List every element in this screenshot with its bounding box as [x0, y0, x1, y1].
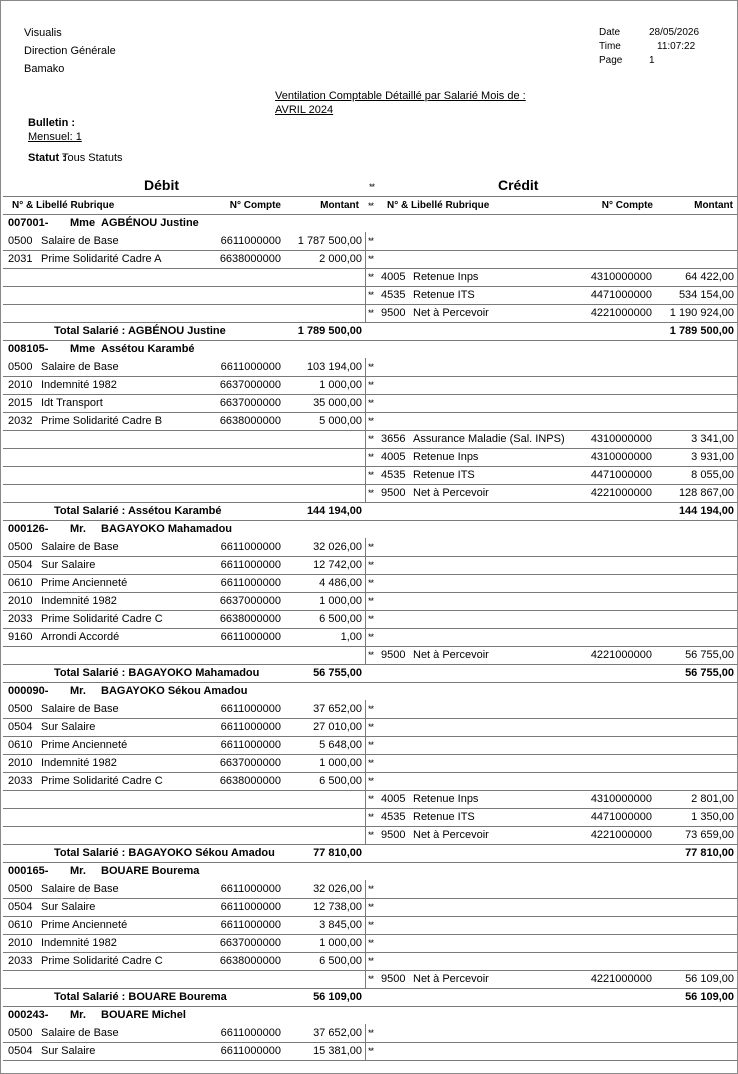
- employee-total-label: Total Salarié : BAGAYOKO Sékou Amadou: [54, 847, 275, 859]
- debit-rubrique-label: Prime Solidarité Cadre C: [41, 613, 163, 625]
- column-divider: [365, 898, 366, 916]
- row-stars: **: [368, 596, 374, 606]
- debit-amount: 1 000,00: [319, 757, 362, 769]
- column-divider: [365, 880, 366, 898]
- employee-civility: Mr.: [70, 523, 86, 535]
- statut-value: Tous Statuts: [62, 152, 123, 164]
- credit-montant-header: Montant: [694, 200, 733, 211]
- bulletin-label: Bulletin :: [28, 117, 76, 129]
- row-stars: **: [368, 578, 374, 588]
- debit-montant-header: Montant: [320, 200, 359, 211]
- employee-total-debit: 56 755,00: [313, 667, 362, 679]
- debit-account-number: 6638000000: [219, 613, 281, 625]
- credit-compte-header: N° Compte: [601, 200, 653, 211]
- debit-account-number: 6611000000: [220, 559, 281, 571]
- debit-rubrique-label: Prime Ancienneté: [41, 739, 128, 751]
- debit-rubrique-code: 0504: [8, 901, 33, 913]
- column-divider: [365, 412, 366, 430]
- employee-code: 000165-: [8, 865, 49, 877]
- credit-amount: 1 190 924,00: [669, 307, 734, 319]
- debit-rubrique-code: 2033: [8, 775, 33, 787]
- debit-account-number: 6638000000: [219, 955, 281, 967]
- employee-name: BAGAYOKO Mahamadou: [101, 523, 233, 535]
- debit-rubrique-label: Sur Salaire: [41, 559, 96, 571]
- row-stars: **: [368, 722, 374, 732]
- debit-amount: 103 194,00: [306, 361, 362, 373]
- debit-amount: 5 648,00: [319, 739, 362, 751]
- row-stars: **: [368, 704, 374, 714]
- debit-compte-header: N° Compte: [229, 200, 281, 211]
- employee-code: 000243-: [8, 1009, 49, 1021]
- debit-rubrique-code: 0610: [8, 577, 33, 589]
- column-divider: [365, 790, 366, 808]
- debit-account-number: 6637000000: [219, 397, 281, 409]
- debit-rubrique-label: Prime Solidarité Cadre C: [41, 775, 163, 787]
- debit-rubrique-code: 0610: [8, 919, 33, 931]
- employee-name: AGBÉNOU Justine: [101, 217, 199, 229]
- debit-row-divider: [3, 1060, 737, 1061]
- credit-account-number: 4310000000: [590, 793, 652, 805]
- debit-amount: 1 000,00: [319, 595, 362, 607]
- credit-rubrique-label: Retenue Inps: [413, 793, 479, 805]
- row-stars: **: [368, 470, 374, 480]
- column-divider: [365, 808, 366, 826]
- debit-amount: 37 652,00: [313, 703, 362, 715]
- column-divider: [365, 1024, 366, 1042]
- debit-amount: 15 381,00: [313, 1045, 362, 1057]
- column-divider: [365, 736, 366, 754]
- employee-code: 007001-: [8, 217, 49, 229]
- credit-rubrique-label: Retenue ITS: [413, 289, 475, 301]
- column-divider: [365, 286, 366, 304]
- debit-rubrique-label: Salaire de Base: [41, 235, 119, 247]
- debit-rubrique-code: 2010: [8, 757, 33, 769]
- row-stars: **: [368, 974, 374, 984]
- employee-name: BOUARE Bourema: [101, 865, 200, 877]
- bulletin-value: Mensuel: 1: [28, 131, 82, 143]
- debit-account-number: 6637000000: [219, 937, 281, 949]
- debit-amount: 1,00: [340, 631, 362, 643]
- row-stars: **: [368, 632, 374, 642]
- company-name: Visualis: [24, 27, 62, 39]
- column-divider: [365, 628, 366, 646]
- city-name: Bamako: [24, 63, 65, 75]
- row-stars: **: [368, 650, 374, 660]
- row-stars: **: [368, 434, 374, 444]
- row-stars: **: [368, 452, 374, 462]
- credit-rubrique-label: Net à Percevoir: [413, 307, 489, 319]
- credit-account-number: 4310000000: [590, 451, 652, 463]
- credit-account-number: 4221000000: [590, 487, 652, 499]
- employee-total-debit: 1 789 500,00: [297, 325, 362, 337]
- debit-account-number: 6611000000: [220, 1027, 281, 1039]
- employee-civility: Mr.: [70, 1009, 86, 1021]
- column-divider: [365, 394, 366, 412]
- credit-amount: 73 659,00: [685, 829, 734, 841]
- debit-rubrique-label: Indemnité 1982: [41, 937, 117, 949]
- debit-rubrique-code: 2033: [8, 613, 33, 625]
- credit-rubrique-header: N° & Libellé Rubrique: [387, 200, 490, 211]
- employee-total-label: Total Salarié : BOUARE Bourema: [54, 991, 227, 1003]
- row-stars: **: [368, 794, 374, 804]
- row-stars: **: [368, 290, 374, 300]
- column-divider: [365, 700, 366, 718]
- credit-amount: 534 154,00: [678, 289, 734, 301]
- row-stars: **: [368, 614, 374, 624]
- column-divider: [365, 250, 366, 268]
- debit-rubrique-code: 2015: [8, 397, 33, 409]
- date-label: Date: [599, 27, 621, 38]
- column-divider: [365, 934, 366, 952]
- debit-account-number: 6611000000: [220, 577, 281, 589]
- credit-rubrique-code: 9500: [381, 649, 406, 661]
- debit-rubrique-code: 2031: [8, 253, 33, 265]
- employee-civility: Mme: [70, 343, 96, 355]
- debit-amount: 37 652,00: [313, 1027, 362, 1039]
- row-stars: **: [368, 560, 374, 570]
- row-stars: **: [368, 758, 374, 768]
- debit-rubrique-label: Salaire de Base: [41, 361, 119, 373]
- debit-account-number: 6611000000: [220, 883, 281, 895]
- debit-amount: 6 500,00: [319, 613, 362, 625]
- credit-rubrique-label: Retenue Inps: [413, 451, 479, 463]
- statut-label: Statut :: [28, 152, 66, 164]
- column-divider: [365, 358, 366, 376]
- employee-civility: Mme: [70, 217, 96, 229]
- row-stars: **: [368, 362, 374, 372]
- row-stars: **: [368, 236, 374, 246]
- debit-rubrique-label: Prime Solidarité Cadre A: [41, 253, 162, 265]
- debit-amount: 6 500,00: [319, 955, 362, 967]
- credit-rubrique-code: 9500: [381, 973, 406, 985]
- credit-rubrique-code: 3656: [381, 433, 406, 445]
- row-stars: **: [368, 380, 374, 390]
- employee-code: 000090-: [8, 685, 49, 697]
- row-stars: **: [368, 920, 374, 930]
- column-divider: [365, 232, 366, 250]
- debit-rubrique-code: 0610: [8, 739, 33, 751]
- credit-rubrique-label: Retenue ITS: [413, 469, 475, 481]
- credit-amount: 3 931,00: [691, 451, 734, 463]
- debit-section-title: Débit: [144, 177, 179, 193]
- credit-rubrique-code: 4005: [381, 451, 406, 463]
- direction-name: Direction Générale: [24, 45, 116, 57]
- debit-account-number: 6611000000: [220, 1045, 281, 1057]
- employee-civility: Mr.: [70, 865, 86, 877]
- credit-rubrique-label: Retenue Inps: [413, 271, 479, 283]
- employee-total-label: Total Salarié : AGBÉNOU Justine: [54, 325, 226, 337]
- employee-name: Assétou Karambé: [101, 343, 195, 355]
- debit-account-number: 6611000000: [220, 739, 281, 751]
- credit-account-number: 4471000000: [590, 811, 652, 823]
- credit-account-number: 4221000000: [590, 973, 652, 985]
- employee-code: 000126-: [8, 523, 49, 535]
- credit-rubrique-label: Net à Percevoir: [413, 487, 489, 499]
- debit-rubrique-label: Arrondi Accordé: [41, 631, 120, 643]
- debit-account-number: 6611000000: [220, 235, 281, 247]
- employee-total-debit: 56 109,00: [313, 991, 362, 1003]
- debit-rubrique-code: 9160: [8, 631, 33, 643]
- debit-amount: 32 026,00: [313, 883, 362, 895]
- time-value: 11:07:22: [657, 41, 696, 52]
- debit-rubrique-label: Sur Salaire: [41, 721, 96, 733]
- credit-amount: 64 422,00: [685, 271, 734, 283]
- column-divider: [365, 772, 366, 790]
- credit-rubrique-code: 4535: [381, 469, 406, 481]
- column-divider: [365, 1042, 366, 1060]
- row-stars: **: [368, 956, 374, 966]
- credit-amount: 2 801,00: [691, 793, 734, 805]
- report-period: AVRIL 2024: [275, 104, 334, 116]
- credit-rubrique-label: Net à Percevoir: [413, 649, 489, 661]
- employee-name: BOUARE Michel: [101, 1009, 186, 1021]
- debit-amount: 12 742,00: [313, 559, 362, 571]
- debit-rubrique-label: Salaire de Base: [41, 703, 119, 715]
- credit-section-title: Crédit: [498, 177, 539, 193]
- debit-rubrique-label: Idt Transport: [41, 397, 103, 409]
- row-stars: **: [368, 488, 374, 498]
- debit-rubrique-label: Indemnité 1982: [41, 379, 117, 391]
- row-stars: **: [368, 398, 374, 408]
- header-stars: **: [368, 201, 374, 211]
- column-divider: [365, 574, 366, 592]
- debit-amount: 3 845,00: [319, 919, 362, 931]
- debit-amount: 35 000,00: [313, 397, 362, 409]
- column-divider: [365, 484, 366, 502]
- credit-rubrique-code: 9500: [381, 829, 406, 841]
- credit-account-number: 4221000000: [590, 307, 652, 319]
- debit-rubrique-label: Salaire de Base: [41, 883, 119, 895]
- column-divider: [365, 376, 366, 394]
- debit-rubrique-code: 0500: [8, 883, 33, 895]
- row-stars: **: [368, 830, 374, 840]
- debit-account-number: 6638000000: [219, 253, 281, 265]
- employee-total-debit: 77 810,00: [313, 847, 362, 859]
- employee-code: 008105-: [8, 343, 49, 355]
- debit-account-number: 6611000000: [220, 541, 281, 553]
- column-divider: [365, 952, 366, 970]
- debit-account-number: 6611000000: [220, 703, 281, 715]
- credit-amount: 128 867,00: [678, 487, 734, 499]
- column-divider: [365, 826, 366, 844]
- debit-amount: 1 000,00: [319, 937, 362, 949]
- row-stars: **: [368, 542, 374, 552]
- page-number: 1: [649, 55, 655, 66]
- debit-account-number: 6637000000: [219, 757, 281, 769]
- credit-rubrique-code: 9500: [381, 487, 406, 499]
- debit-rubrique-label: Sur Salaire: [41, 901, 96, 913]
- employee-total-credit: 56 755,00: [685, 667, 734, 679]
- debit-rubrique-code: 2010: [8, 379, 33, 391]
- credit-account-number: 4310000000: [590, 271, 652, 283]
- debit-amount: 27 010,00: [313, 721, 362, 733]
- credit-account-number: 4471000000: [590, 469, 652, 481]
- debit-account-number: 6638000000: [219, 775, 281, 787]
- debit-rubrique-code: 2033: [8, 955, 33, 967]
- employee-total-label: Total Salarié : Assétou Karambé: [54, 505, 222, 517]
- debit-amount: 6 500,00: [319, 775, 362, 787]
- column-divider: [365, 754, 366, 772]
- credit-rubrique-label: Retenue ITS: [413, 811, 475, 823]
- row-stars: **: [368, 776, 374, 786]
- debit-rubrique-label: Prime Solidarité Cadre B: [41, 415, 163, 427]
- separator-stars: **: [369, 182, 375, 192]
- credit-rubrique-label: Assurance Maladie (Sal. INPS): [413, 433, 565, 445]
- column-divider: [365, 970, 366, 988]
- debit-rubrique-header: N° & Libellé Rubrique: [12, 200, 115, 211]
- credit-amount: 56 755,00: [685, 649, 734, 661]
- credit-rubrique-label: Net à Percevoir: [413, 973, 489, 985]
- debit-rubrique-label: Indemnité 1982: [41, 757, 117, 769]
- credit-rubrique-label: Net à Percevoir: [413, 829, 489, 841]
- debit-account-number: 6638000000: [219, 415, 281, 427]
- column-divider: [365, 466, 366, 484]
- employee-total-debit: 144 194,00: [306, 505, 362, 517]
- employee-total-credit: 1 789 500,00: [669, 325, 734, 337]
- column-divider: [365, 268, 366, 286]
- debit-rubrique-code: 0500: [8, 235, 33, 247]
- debit-rubrique-code: 0504: [8, 721, 33, 733]
- credit-amount: 3 341,00: [691, 433, 734, 445]
- debit-amount: 5 000,00: [319, 415, 362, 427]
- employee-civility: Mr.: [70, 685, 86, 697]
- credit-account-number: 4221000000: [590, 649, 652, 661]
- debit-amount: 4 486,00: [319, 577, 362, 589]
- column-divider: [365, 430, 366, 448]
- debit-rubrique-code: 2010: [8, 937, 33, 949]
- report-title: Ventilation Comptable Détaillé par Salarié Mois de :: [275, 90, 526, 102]
- debit-account-number: 6611000000: [220, 901, 281, 913]
- row-stars: **: [368, 812, 374, 822]
- debit-amount: 1 787 500,00: [297, 235, 362, 247]
- credit-account-number: 4221000000: [590, 829, 652, 841]
- row-stars: **: [368, 1046, 374, 1056]
- debit-amount: 1 000,00: [319, 379, 362, 391]
- debit-account-number: 6637000000: [219, 379, 281, 391]
- debit-rubrique-label: Sur Salaire: [41, 1045, 96, 1057]
- employee-total-credit: 144 194,00: [678, 505, 734, 517]
- debit-account-number: 6611000000: [220, 361, 281, 373]
- debit-rubrique-label: Salaire de Base: [41, 541, 119, 553]
- column-divider: [365, 718, 366, 736]
- debit-rubrique-label: Prime Ancienneté: [41, 919, 128, 931]
- column-divider: [365, 538, 366, 556]
- debit-rubrique-code: 0500: [8, 541, 33, 553]
- row-stars: **: [368, 1028, 374, 1038]
- credit-account-number: 4471000000: [590, 289, 652, 301]
- debit-amount: 2 000,00: [319, 253, 362, 265]
- debit-rubrique-code: 2010: [8, 595, 33, 607]
- column-divider: [365, 592, 366, 610]
- credit-account-number: 4310000000: [590, 433, 652, 445]
- credit-rubrique-code: 4005: [381, 793, 406, 805]
- row-stars: **: [368, 308, 374, 318]
- credit-rubrique-code: 4535: [381, 289, 406, 301]
- credit-amount: 8 055,00: [691, 469, 734, 481]
- credit-rubrique-code: 4005: [381, 271, 406, 283]
- row-stars: **: [368, 272, 374, 282]
- debit-rubrique-code: 2032: [8, 415, 33, 427]
- debit-rubrique-code: 0500: [8, 1027, 33, 1039]
- credit-amount: 1 350,00: [691, 811, 734, 823]
- row-stars: **: [368, 902, 374, 912]
- debit-rubrique-code: 0504: [8, 559, 33, 571]
- employee-name: BAGAYOKO Sékou Amadou: [101, 685, 248, 697]
- debit-amount: 32 026,00: [313, 541, 362, 553]
- credit-amount: 56 109,00: [685, 973, 734, 985]
- employee-total-credit: 77 810,00: [685, 847, 734, 859]
- row-stars: **: [368, 254, 374, 264]
- employee-total-label: Total Salarié : BAGAYOKO Mahamadou: [54, 667, 260, 679]
- debit-rubrique-code: 0504: [8, 1045, 33, 1057]
- row-stars: **: [368, 884, 374, 894]
- row-stars: **: [368, 938, 374, 948]
- debit-rubrique-label: Prime Ancienneté: [41, 577, 128, 589]
- debit-rubrique-code: 0500: [8, 361, 33, 373]
- debit-rubrique-label: Prime Solidarité Cadre C: [41, 955, 163, 967]
- row-stars: **: [368, 416, 374, 426]
- credit-rubrique-code: 9500: [381, 307, 406, 319]
- debit-account-number: 6637000000: [219, 595, 281, 607]
- credit-rubrique-code: 4535: [381, 811, 406, 823]
- column-divider: [365, 610, 366, 628]
- row-stars: **: [368, 740, 374, 750]
- debit-rubrique-label: Salaire de Base: [41, 1027, 119, 1039]
- debit-account-number: 6611000000: [220, 631, 281, 643]
- debit-account-number: 6611000000: [220, 919, 281, 931]
- column-divider: [365, 304, 366, 322]
- column-divider: [365, 646, 366, 664]
- debit-amount: 12 738,00: [313, 901, 362, 913]
- column-divider: [365, 916, 366, 934]
- debit-rubrique-label: Indemnité 1982: [41, 595, 117, 607]
- page-label: Page: [599, 55, 623, 66]
- debit-rubrique-code: 0500: [8, 703, 33, 715]
- debit-account-number: 6611000000: [220, 721, 281, 733]
- time-label: Time: [599, 41, 621, 52]
- column-divider: [365, 448, 366, 466]
- employee-total-credit: 56 109,00: [685, 991, 734, 1003]
- column-divider: [365, 556, 366, 574]
- date-value: 28/05/2026: [649, 27, 700, 38]
